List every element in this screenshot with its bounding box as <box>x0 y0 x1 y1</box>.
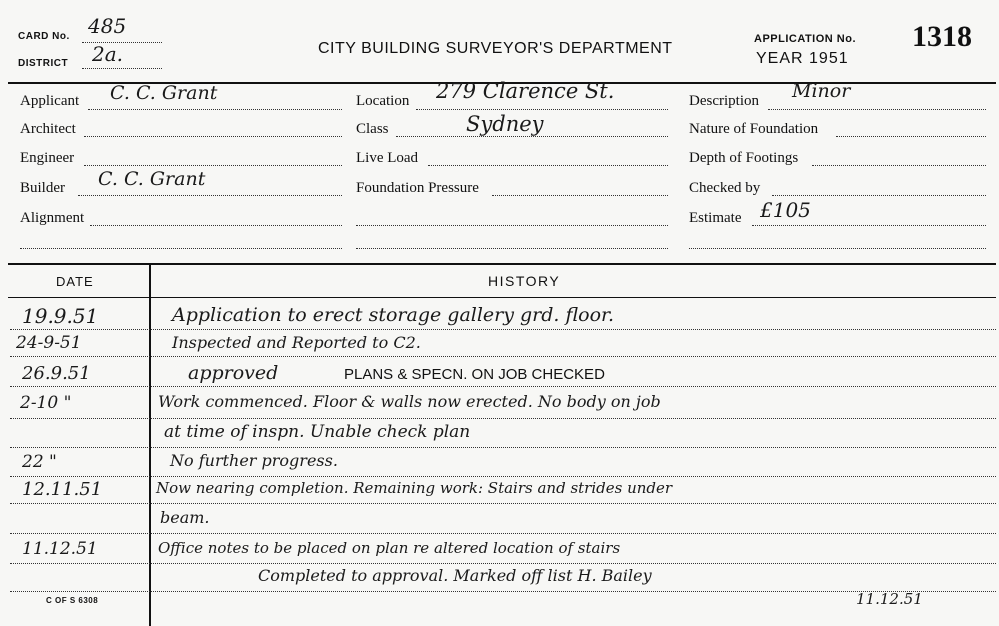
history-row-date: 24-9-51 <box>16 333 82 353</box>
nature-of-foundation-label: Nature of Foundation <box>689 121 819 137</box>
history-row-date: 11.12.51 <box>22 539 98 559</box>
department-title: CITY BUILDING SURVEYOR'S DEPARTMENT <box>318 40 673 57</box>
history-row-date: 2-10 " <box>20 393 72 413</box>
card-no-label: CARD No. <box>18 31 70 42</box>
history-row-text: Now nearing completion. Remaining work: Stairs and strides under <box>156 479 673 497</box>
history-row-date: 12.11.51 <box>22 479 103 500</box>
history-row-text: beam. <box>160 508 210 527</box>
location-label: Location <box>356 93 410 109</box>
history-row-text: Inspected and Reported to C2. <box>172 333 421 352</box>
history-row-text: at time of inspn. Unable check plan <box>164 422 471 442</box>
foundation-pressure-label: Foundation Pressure <box>356 180 479 196</box>
history-row-date: 19.9.51 <box>22 304 99 328</box>
location-value: 279 Clarence St. <box>436 79 615 103</box>
class-label: Class <box>356 121 389 137</box>
year: YEAR 1951 <box>756 50 849 67</box>
engineer-label: Engineer <box>20 150 75 166</box>
form-code: C OF S 6308 <box>46 596 99 605</box>
builder-value: C. C. Grant <box>98 168 206 190</box>
date-column-header: DATE <box>56 274 94 289</box>
history-row-date: 26.9.51 <box>22 363 91 384</box>
history-column-header: HISTORY <box>488 273 561 289</box>
history-row-text: No further progress. <box>170 451 338 470</box>
applicant-label: Applicant <box>20 93 80 109</box>
history-row-text: Office notes to be placed on plan re altered location of stairs <box>158 539 621 557</box>
application-no-value: 1318 <box>912 20 972 53</box>
district-label: DISTRICT <box>18 58 69 69</box>
plans-checked-stamp: PLANS & SPECN. ON JOB CHECKED <box>344 366 605 383</box>
history-row-text: Application to erect storage gallery grd. floor. <box>172 304 615 326</box>
class-value: Sydney <box>466 112 544 136</box>
checked-by-label: Checked by <box>689 180 761 196</box>
applicant-value: C. C. Grant <box>110 82 218 104</box>
history-row-date: 22 " <box>22 452 57 472</box>
description-label: Description <box>689 93 759 109</box>
description-value: Minor <box>792 80 851 102</box>
depth-of-footings-label: Depth of Footings <box>689 150 799 166</box>
history-row-text: approved <box>188 362 279 384</box>
estimate-label: Estimate <box>689 210 742 226</box>
live-load-label: Live Load <box>356 150 419 166</box>
estimate-value: £105 <box>760 198 811 222</box>
application-no-label: APPLICATION No. <box>754 33 857 45</box>
card-no-value: 485 <box>88 14 127 38</box>
history-row-text: Completed to approval. Marked off list H. Bailey <box>258 566 652 585</box>
builder-label: Builder <box>20 180 65 196</box>
signoff-date: 11.12.51 <box>856 590 923 608</box>
district-value: 2a. <box>92 42 124 66</box>
architect-label: Architect <box>20 121 76 137</box>
alignment-label: Alignment <box>20 210 85 226</box>
history-row-text: Work commenced. Floor & walls now erected. No body on job <box>158 392 661 411</box>
